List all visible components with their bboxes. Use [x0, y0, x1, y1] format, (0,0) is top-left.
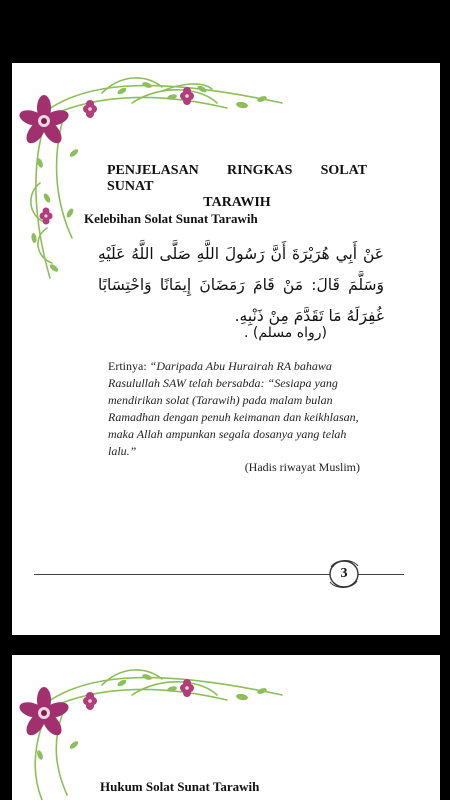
page-title-line-1: PENJELASAN RINGKAS SOLAT SUNAT — [107, 163, 367, 194]
arabic-hadith-source: (رواه مسلم) . — [244, 325, 327, 341]
hadith-translation — [108, 358, 364, 460]
page-number: 3 — [340, 566, 348, 581]
translation-text: “Daripada Abu Hurairah RA bahawa Rasulullah SAW telah bersabda: “Sesiapa yang mendirikan solat (Tarawih) pada malam bulan Ramadhan dengan penuh keimanan dan keikhlasan, maka Allah ampunkan segala dosanya yang telah lalu.” — [108, 359, 359, 458]
section-heading-kelebihan: Kelebihan Solat Sunat Tarawih — [84, 211, 258, 226]
arabic-hadith-text: عَنْ أَبِي هُرَيْرَةَ أَنَّ رَسُولَ اللَّهِ صَلَّى اللَّهُ عَلَيْهِ وَسَلَّمَ قَالَ: مَنْ قَامَ رَمَضَانَ إِيمَانًا وَاحْتِسَابًا غُفِرَلَهُ مَا تَقَدَّمَ مِنْ ذَنْبِهِ. — [98, 245, 384, 325]
hadith-source: (Hadis riwayat Muslim) — [244, 460, 360, 474]
document-page-1 — [12, 63, 440, 635]
translation-label: Ertinya: — [108, 359, 150, 373]
page-title — [107, 163, 367, 211]
section-heading-hukum: Hukum Solat Sunat Tarawih — [100, 779, 260, 794]
document-page-2 — [12, 655, 440, 800]
page-title-line-2: TARAWIH — [203, 195, 271, 210]
